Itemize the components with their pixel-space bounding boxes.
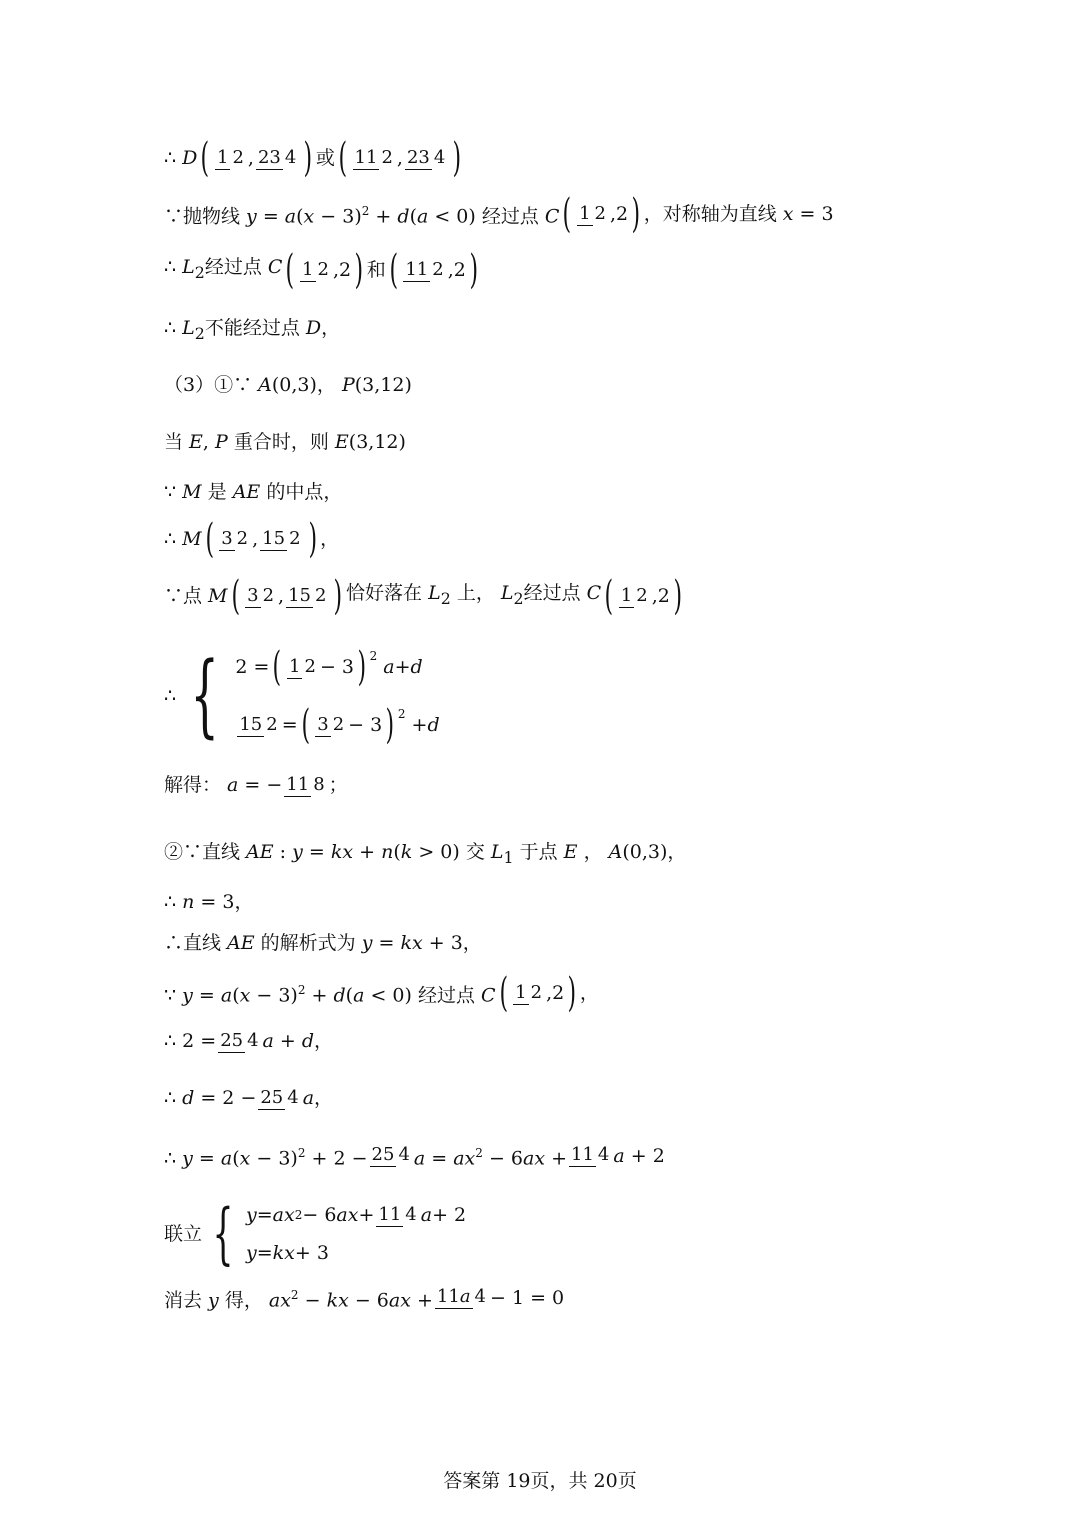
solution-system-1: ∴ { 2 = ( 1 2 − 3 ) $^2$ a + d 15 2 = ( 3 2 − 3 ) $^2$ + d (164, 643, 440, 748)
solution-line-18: ∴ $y = a(x - 3)^2 + 2$ − 25 4 $a = ax^2 - 6ax$ + 11 4 a + 2 (164, 1144, 665, 1170)
solution-line-5: （3）①∵ A(0,3)， P(3,12) (164, 374, 412, 396)
solution-line-16: ∴ 2 = 25 4 a + d， (164, 1029, 334, 1052)
solution-line-12: ②∵直线 AE : y = kx + n(k > 0) 交 $L_1$ 于点 E ， A(0,3)， (164, 841, 687, 867)
page-footer: 答案第 19页，共 20页 (443, 1470, 637, 1492)
solution-line-1: ∴ D ( 1 2 , 23 4 ) 或 ( 11 2 , 23 4 ) (164, 135, 462, 181)
solution-line-4: ∴ $L_2$不能经过点 D， (164, 317, 341, 343)
solution-line-15: ∵ $y = a(x - 3)^2 + d(a < 0)$ 经过点 C ( 1 2 ,2 ) ， (164, 970, 599, 1016)
solution-line-8: ∴ M ( 3 2 , 15 2 ) ， (164, 516, 340, 562)
solution-line-6: 当 E, P 重合时，则 E(3,12) (164, 431, 406, 453)
solution-line-3: ∴ $L_2$经过点 C ( 1 2 ,2 ) 和 ( 11 2 ,2 ) (164, 247, 478, 293)
solution-line-2: ∵抛物线 $y = a(x - 3)^2 + d(a < 0)$ 经过点 C ( 1 2 ,2 ) ，对称轴为直线 x = 3 (164, 191, 834, 237)
solution-line-11: 解得： a = − 11 8 ； (164, 773, 348, 796)
solution-line-14: ∴直线 AE 的解析式为 y = kx + 3， (164, 932, 482, 954)
solution-system-2: 联立 { y = ax 2 − 6 ax + 11 4 a + 2 y = kx + 3 (164, 1195, 467, 1272)
solution-line-7: ∵ M 是 AE 的中点， (164, 481, 343, 503)
solution-line-9: ∵点 M ( 3 2 , 15 2 ) 恰好落在 $L_2$ 上， $L_2$经过点 C ( 1 2 ,2 ) (164, 573, 682, 619)
solution-line-13: ∴ n = 3， (164, 891, 254, 913)
solution-line-20: 消去 y 得， $ax^2$ − kx − 6ax + 11a 4 − 1 = 0 (164, 1286, 565, 1312)
solution-line-17: ∴ d = 2 − 25 4 a， (164, 1086, 334, 1109)
